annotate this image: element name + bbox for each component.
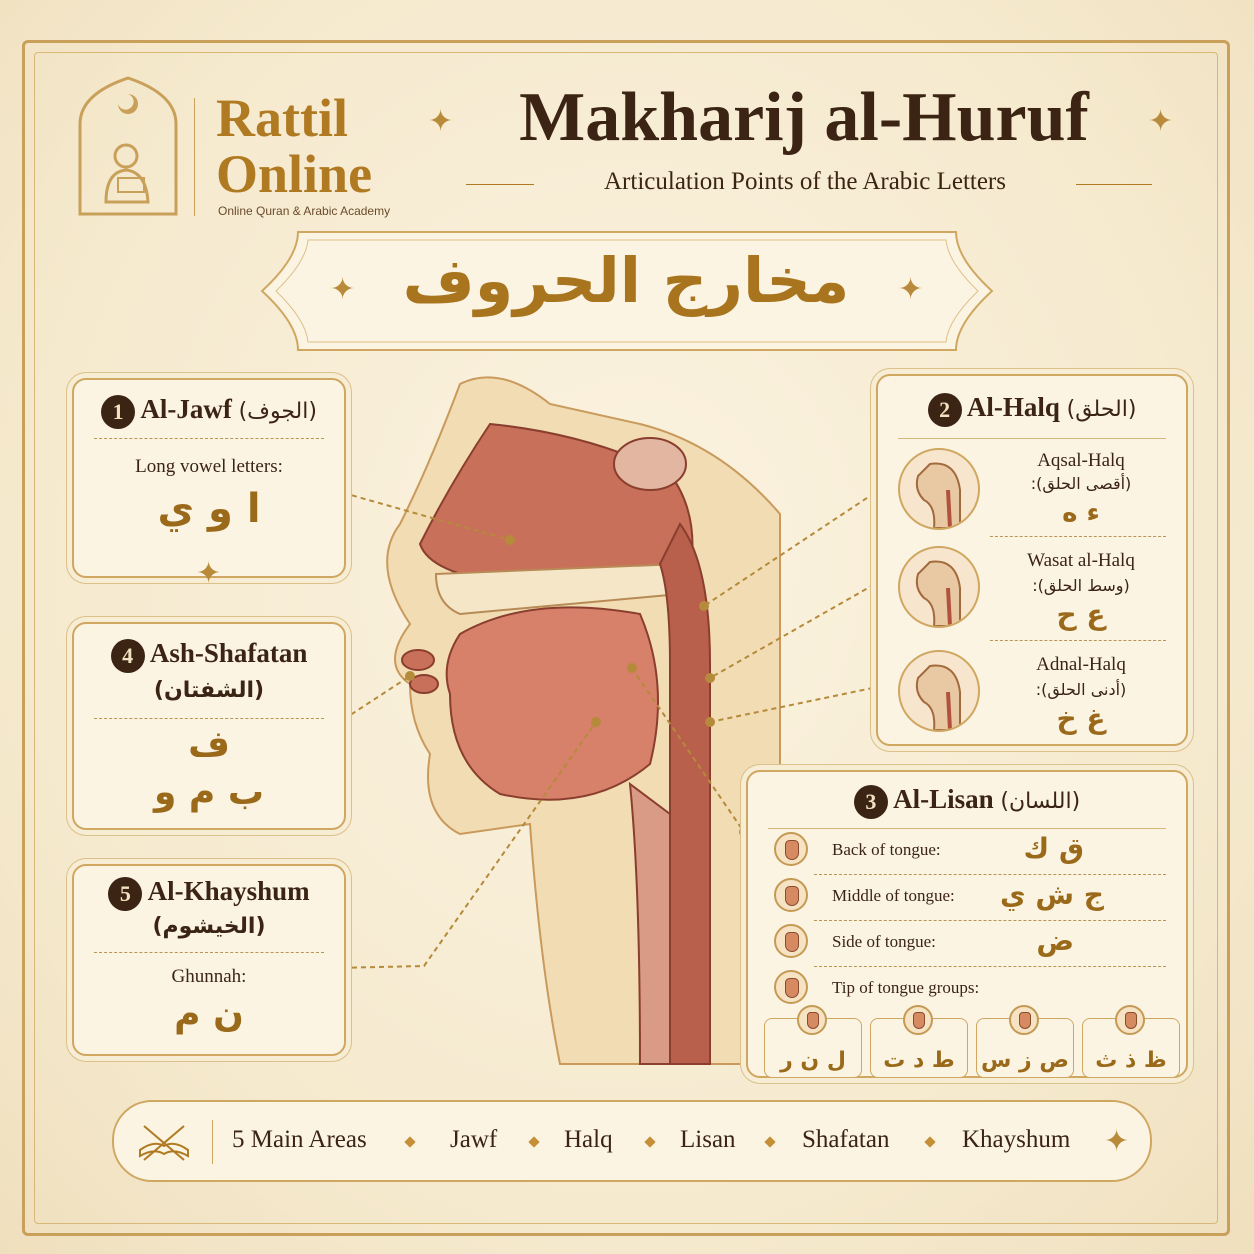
summary-separator-dot	[644, 1136, 655, 1147]
tongue-icon	[774, 924, 808, 958]
card-number: 1	[101, 395, 135, 429]
card-title-arabic: (الشفتان)	[153, 678, 265, 703]
lisan-row-tip	[774, 970, 1160, 1010]
tongue-icon	[774, 832, 808, 866]
card-title-row	[74, 876, 344, 911]
tip-group-letters: ص ز س	[981, 1048, 1069, 1073]
card-label: Long vowel letters:	[135, 456, 283, 477]
card-title: Al-Lisan	[893, 784, 994, 814]
card-title: Ash-Shafatan	[149, 638, 308, 668]
throat-thumbnail-icon	[898, 546, 980, 628]
summary-item: 5 Main Areas	[232, 1126, 367, 1153]
card-title: Al-Khayshum	[147, 876, 310, 906]
tip-group-letters: ظ ذ ث	[1095, 1048, 1167, 1073]
halq-row-arabic: (وسط الحلق):	[1032, 576, 1130, 595]
tongue-icon	[903, 1005, 933, 1035]
lisan-row-label: Side of tongue:	[832, 932, 936, 951]
card-letters: ن م	[174, 994, 244, 1035]
halq-row-letters: ء ه	[1062, 498, 1100, 528]
tip-group-letters: ل ن ر	[780, 1048, 846, 1073]
summary-bar	[112, 1100, 1152, 1182]
card-title-arabic: (الحلق)	[1066, 397, 1137, 422]
card-ash-shafatan	[72, 622, 346, 830]
card-separator	[898, 438, 1166, 439]
halq-row-letters: ع ح	[1056, 598, 1106, 631]
card-separator	[94, 438, 324, 439]
card-label: Ghunnah:	[171, 966, 247, 987]
lisan-row-side	[774, 924, 1160, 964]
throat-thumbnail-icon	[898, 650, 980, 732]
lisan-row-letters: ق ك	[1023, 832, 1084, 865]
card-letters-bottom: ب م و	[153, 772, 264, 813]
card-separator	[814, 874, 1166, 875]
summary-separator-dot	[764, 1136, 775, 1147]
card-title-row	[74, 394, 344, 429]
card-letters-top: ف	[188, 724, 230, 765]
tongue-icon	[797, 1005, 827, 1035]
halq-row-name: Wasat al-Halq	[1027, 550, 1135, 571]
summary-item: Halq	[564, 1126, 613, 1153]
tip-group-box	[870, 1018, 968, 1078]
card-title-arabic: (اللسان)	[1000, 789, 1081, 814]
brand-name-line2: Online	[216, 144, 373, 204]
summary-bar-divider	[212, 1120, 213, 1164]
throat-thumbnail-icon	[898, 448, 980, 530]
card-title-row	[748, 784, 1186, 819]
halq-row-arabic: (أدنى الحلق):	[1035, 680, 1127, 699]
tongue-icon	[774, 970, 808, 1004]
card-separator	[990, 640, 1166, 641]
halq-row-name: Adnal-Halq	[1036, 654, 1126, 675]
summary-ornament-icon	[1104, 1128, 1132, 1156]
card-letters: ا و ي	[157, 486, 261, 532]
tongue-icon	[1115, 1005, 1145, 1035]
card-al-khayshum	[72, 864, 346, 1056]
brand-tagline: Online Quran & Arabic Academy	[218, 204, 391, 218]
card-separator	[94, 718, 324, 719]
tip-group-box	[976, 1018, 1074, 1078]
page-title: Makharij al-Huruf	[519, 79, 1089, 156]
card-number: 4	[111, 639, 145, 673]
lisan-row-label: Tip of tongue groups:	[832, 978, 980, 997]
summary-item: Lisan	[680, 1126, 736, 1153]
tip-group-box	[764, 1018, 862, 1078]
summary-item: Shafatan	[802, 1126, 890, 1153]
halq-row-arabic: (أقصى الحلق):	[1030, 474, 1132, 493]
quran-book-icon	[136, 1120, 192, 1164]
tongue-icon	[1009, 1005, 1039, 1035]
lisan-row-back	[774, 832, 1160, 872]
summary-item: Jawf	[450, 1126, 498, 1153]
halq-row-name: Aqsal-Halq	[1037, 450, 1125, 471]
brand-name-line1: Rattil	[216, 88, 348, 148]
halq-row-letters: غ خ	[1056, 702, 1106, 735]
summary-separator-dot	[528, 1136, 539, 1147]
arabic-title: مخارج الحروف	[402, 244, 850, 317]
card-title-row	[74, 638, 344, 673]
card-title: Al-Halq	[966, 392, 1060, 422]
card-separator	[94, 952, 324, 953]
tongue-icon	[774, 878, 808, 912]
card-separator	[814, 966, 1166, 967]
card-al-halq	[876, 374, 1188, 746]
card-title: Al-Jawf	[140, 394, 232, 424]
card-al-jawf	[72, 378, 346, 578]
tip-group-letters: ط د ت	[883, 1048, 955, 1073]
lisan-row-label: Middle of tongue:	[832, 886, 955, 905]
card-title-row	[878, 392, 1186, 427]
card-jawf-ornament-icon	[196, 560, 224, 588]
card-number: 5	[108, 877, 142, 911]
tip-group-box	[1082, 1018, 1180, 1078]
lisan-row-letters: ض	[1036, 924, 1074, 957]
card-title-arabic: (الخيشوم)	[152, 914, 266, 939]
card-title-arabic: (الجوف)	[238, 399, 317, 424]
lisan-row-label: Back of tongue:	[832, 840, 941, 859]
summary-item: Khayshum	[962, 1126, 1071, 1153]
lisan-row-letters: ج ش ي	[1000, 878, 1104, 911]
summary-separator-dot	[924, 1136, 935, 1147]
card-separator	[814, 920, 1166, 921]
lisan-row-middle	[774, 878, 1160, 918]
card-separator	[768, 828, 1166, 829]
summary-separator-dot	[404, 1136, 415, 1147]
page-subtitle: Articulation Points of the Arabic Letters	[604, 168, 1006, 195]
card-number: 3	[854, 785, 888, 819]
card-separator	[990, 536, 1166, 537]
card-number: 2	[928, 393, 962, 427]
